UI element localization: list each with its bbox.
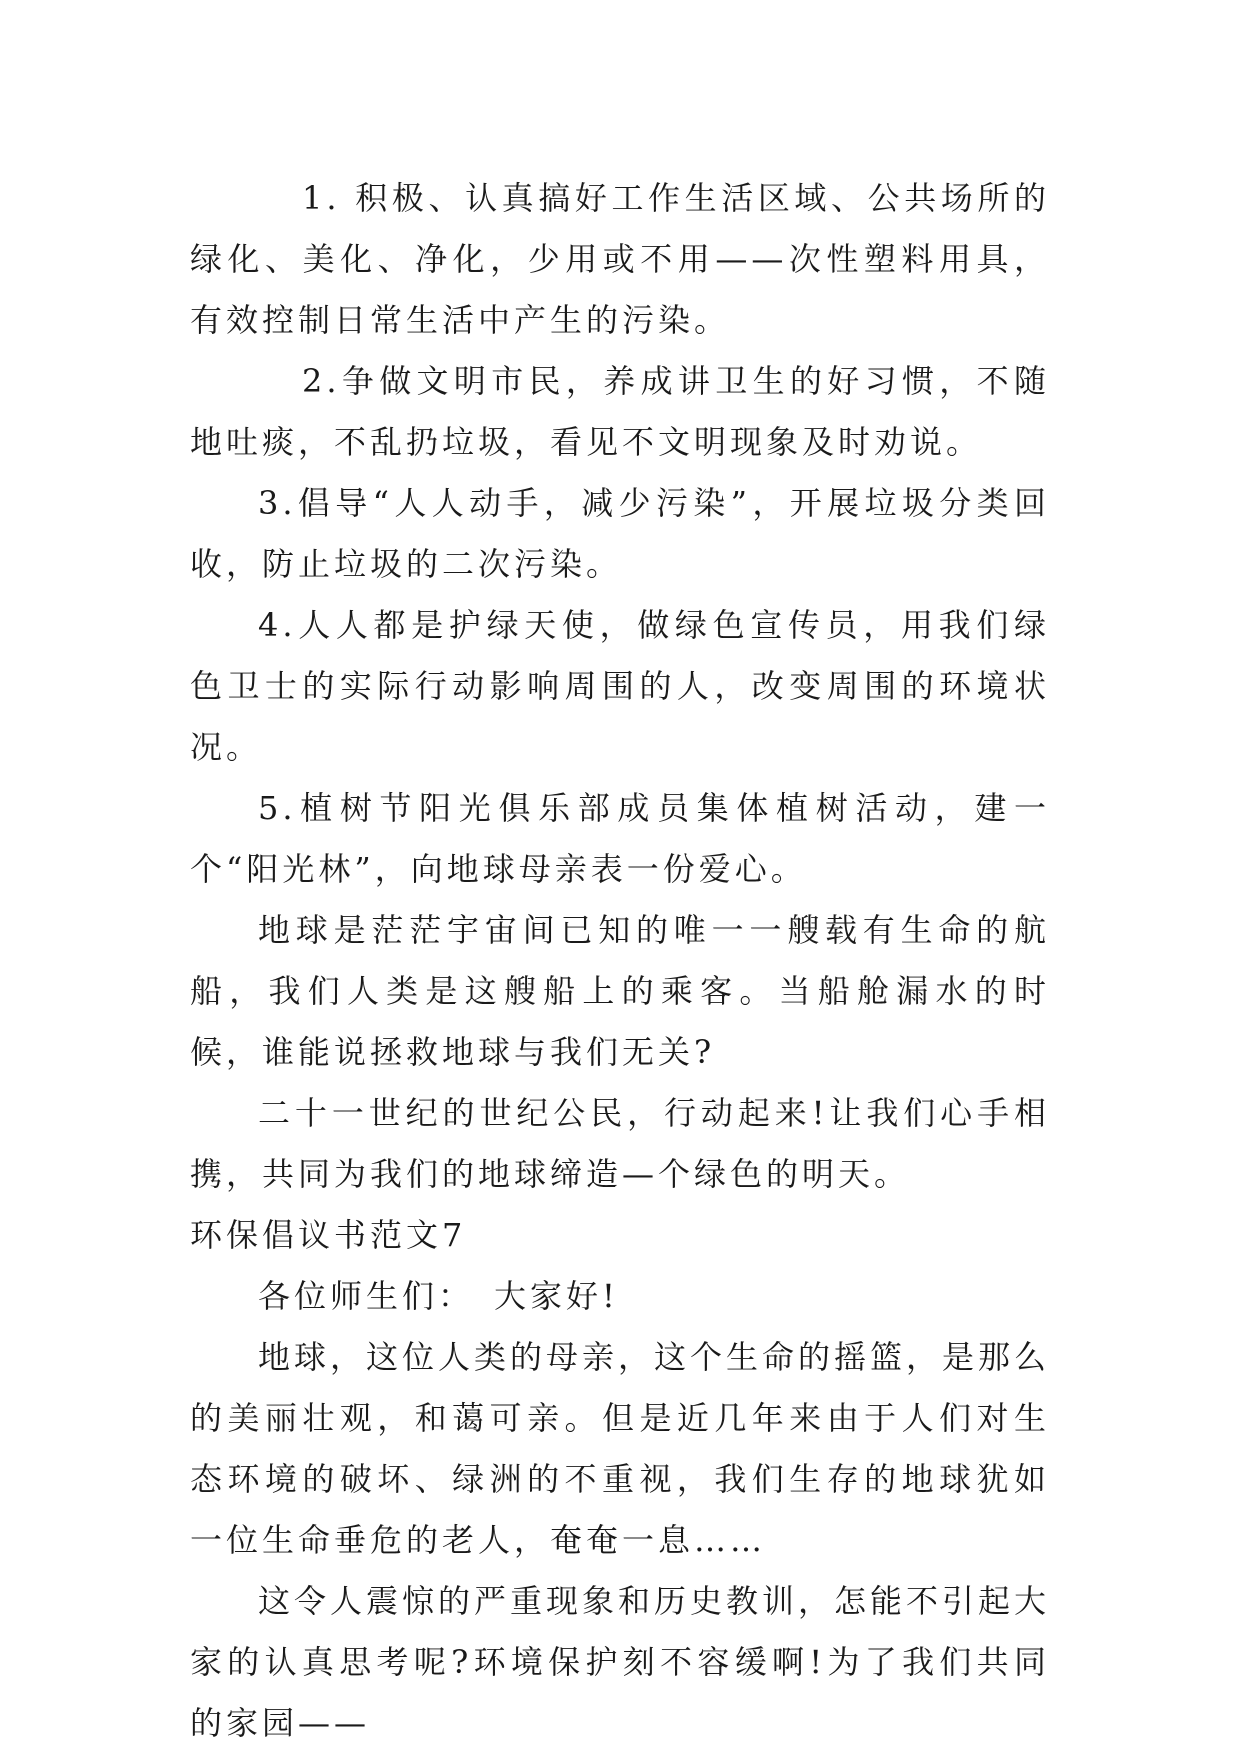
paragraph-item-3: 3.倡导“人人动手，减少污染”，开展垃圾分类回收，防止垃圾的二次污染。 [190,484,1050,583]
section-heading: 环保倡议书范文7 [190,1216,467,1254]
body-paragraph: 地球，这位人类的母亲，这个生命的摇篮，是那么的美丽壮观，和蔼可亲。但是近几年来由于人们对生态环境的破坏、绿洲的不重视，我们生存的地球犹如一位生命垂危的老人，奄奄一息…… [190,1338,1051,1559]
salutation: 各位师生们： 大家好! [258,1277,619,1315]
document-page [190,168,1050,1754]
paragraph-item-1: 1. 积极、认真搞好工作生活区域、公共场所的绿化、美化、净化，少用或不用——次性塑料用具，有效控制日常生活中产生的污染。 [190,179,1050,339]
body-paragraph: 这令人震惊的严重现象和历史教训，怎能不引起大家的认真思考呢?环境保护刻不容缓啊!为了我们共同的家园—— [190,1582,1051,1742]
body-paragraph: 地球是茫茫宇宙间已知的唯一一艘载有生命的航船，我们人类是这艘船上的乘客。当船舱漏水的时候，谁能说拯救地球与我们无关? [190,911,1050,1071]
paragraph-item-2: 2.争做文明市民，养成讲卫生的好习惯，不随地吐痰，不乱扔垃圾，看见不文明现象及时劝说。 [190,362,1050,461]
paragraph-item-4: 4.人人都是护绿天使，做绿色宣传员，用我们绿色卫士的实际行动影响周围的人，改变周围的环境状况。 [190,606,1050,766]
body-paragraph: 二十一世纪的世纪公民，行动起来!让我们心手相携，共同为我们的地球缔造—个绿色的明天。 [190,1094,1050,1193]
paragraph-item-5: 5.植树节阳光俱乐部成员集体植树活动，建一个“阳光林”，向地球母亲表一份爱心。 [190,789,1050,888]
